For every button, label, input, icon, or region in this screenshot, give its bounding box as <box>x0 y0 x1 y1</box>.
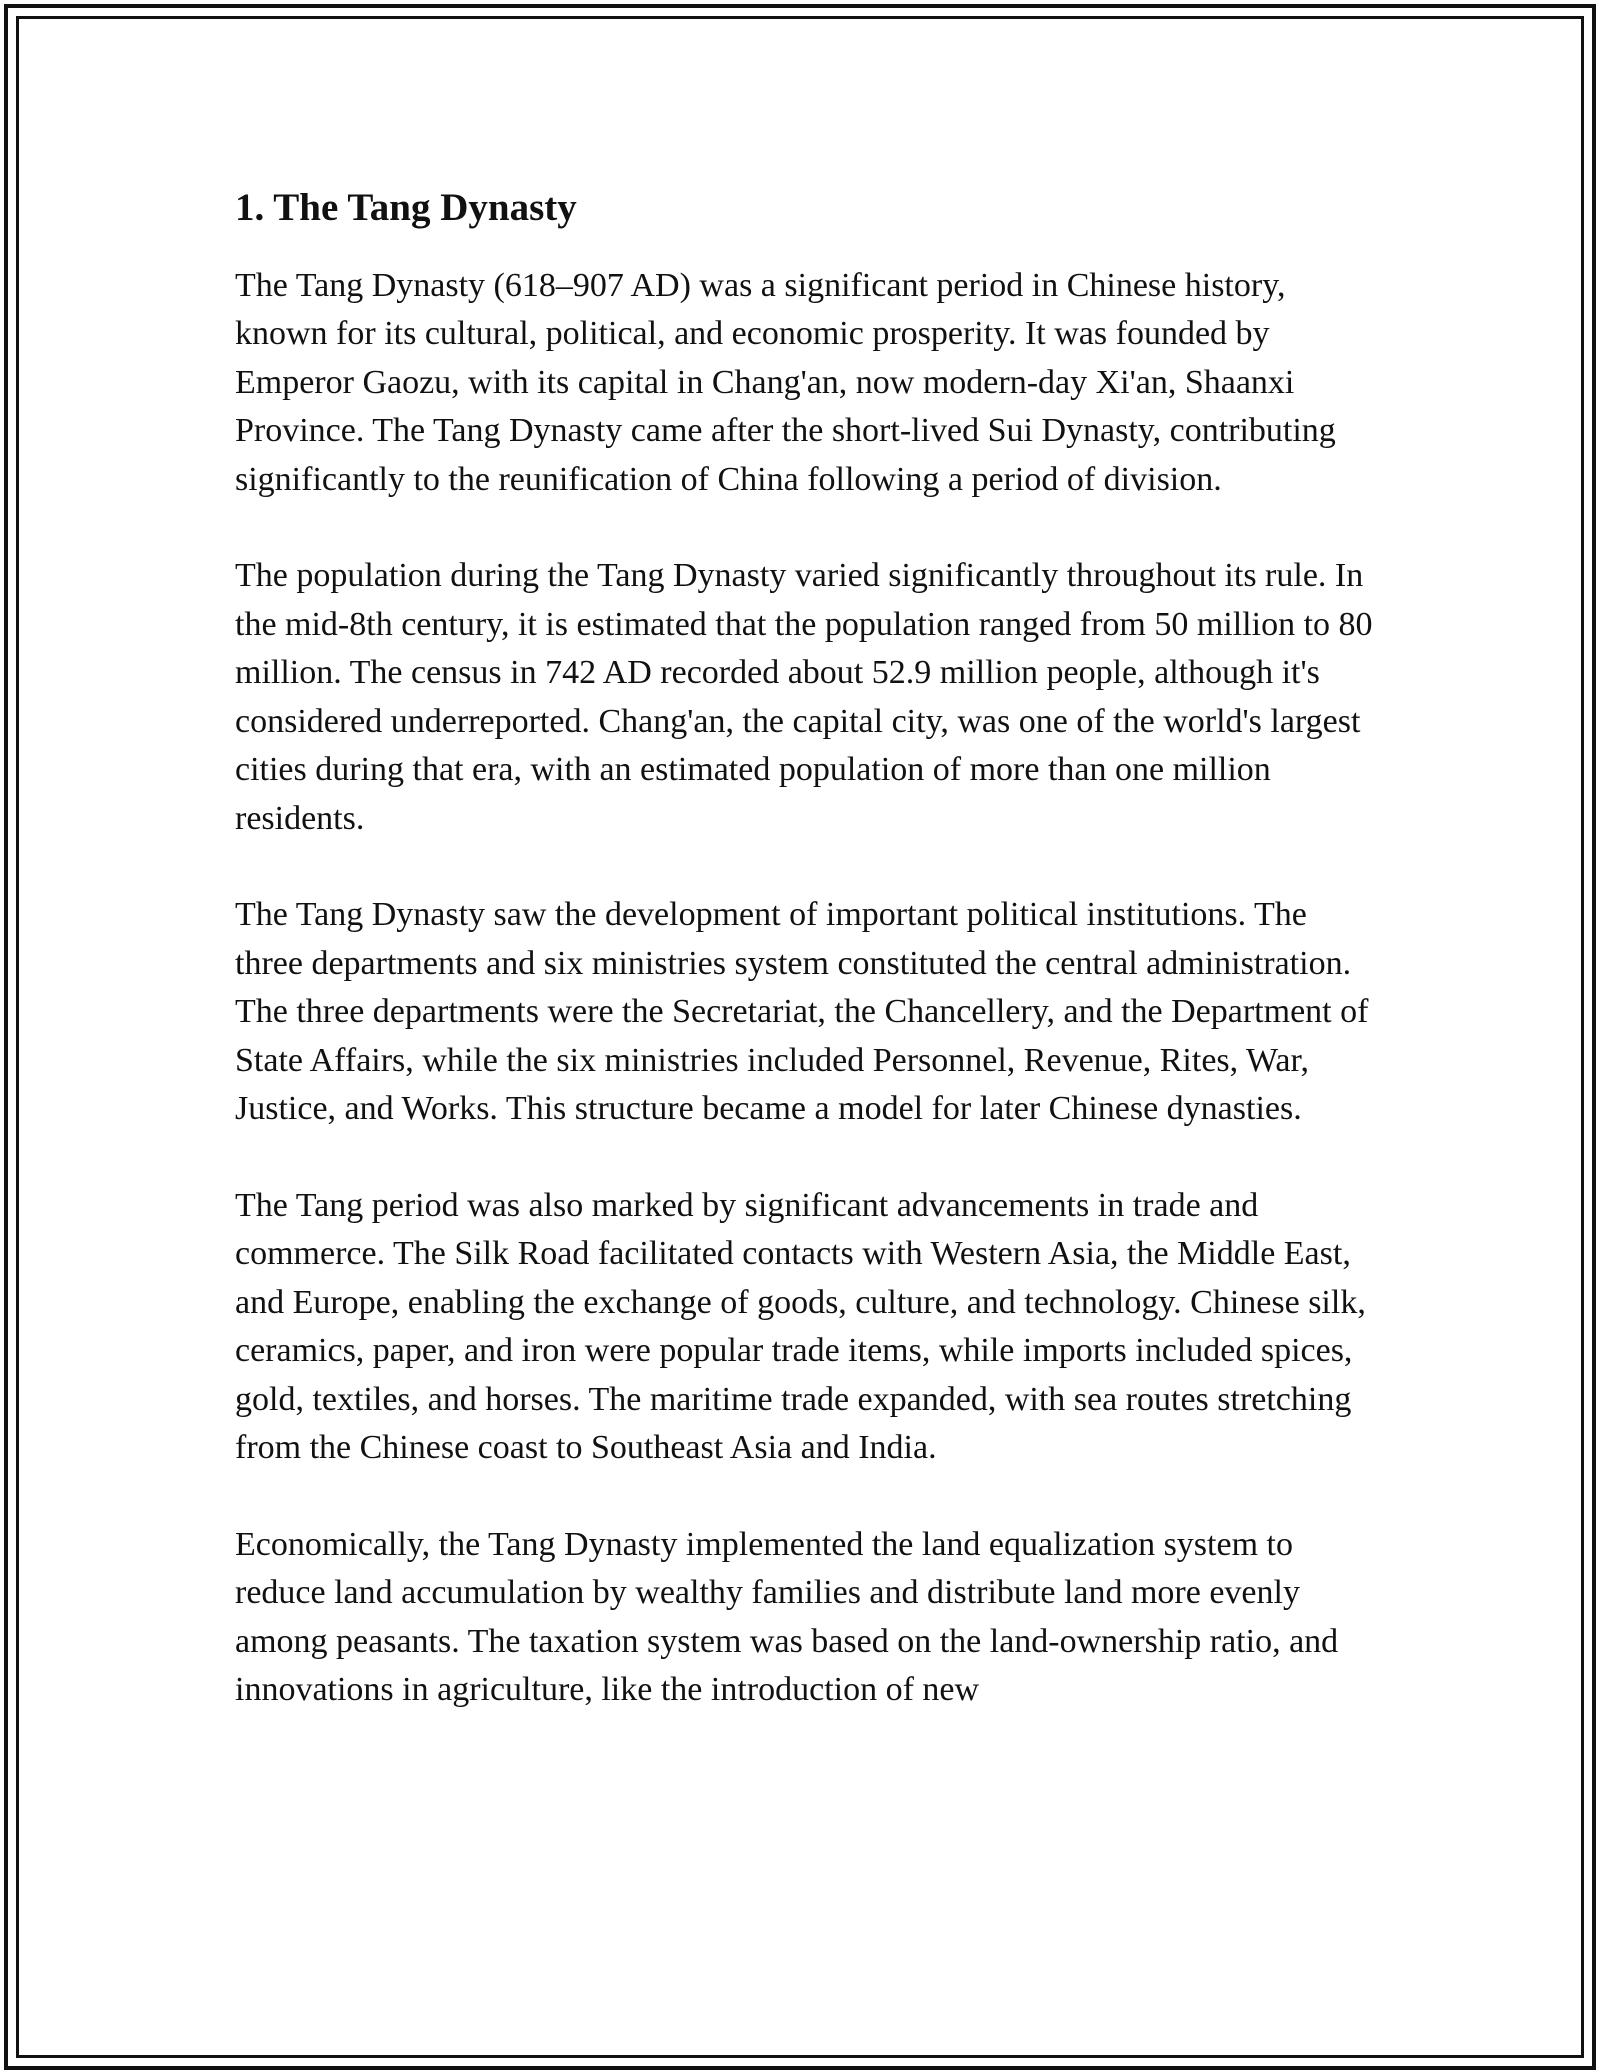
paragraph-population: The population during the Tang Dynasty varied significantly throughout its rule. In the mid-8th century, it is estimated that the population ranged from 50 million to 80 million. The census in 742 AD recorded about 52.9 million people, although it's considered underreported. Chang'an, the capital city, was one of the world's largest cities during that era, with an estimated population of more than one million residents. <box>235 557 1373 837</box>
paragraph-founding: The Tang Dynasty (618–907 AD) was a significant period in Chinese history, known for its cultural, political, and economic prosperity. It was founded by Emperor Gaozu, with its capital in Chang'an, now modern-day Xi'an, Shaanxi Province. The Tang Dynasty came after the short-lived Sui Dynasty, contributing significantly to the reunification of China following a period of division. <box>235 266 1336 498</box>
paragraph-trade: The Tang period was also marked by significant advancements in trade and commerce. The Silk Road facilitated contacts with Western Asia, the Middle East, and Europe, enabling the exchange of goods, culture, and technology. Chinese silk, ceramics, paper, and iron were popular trade items, while imports included spices, gold, textiles, and horses. The maritime trade expanded, with sea routes stretching from the Chinese coast to Southeast Asia and India. <box>235 1186 1366 1467</box>
section-heading: 1. The Tang Dynasty <box>235 186 577 229</box>
paragraph-political-institutions: The Tang Dynasty saw the development of important political institutions. The three departments and six ministries system constituted the central administration. The three departments were the Secretariat, the Chancellery, and the Department of State Affairs, while the six ministries included Personnel, Revenue, Rites, War, Justice, and Works. This structure became a model for later Chinese dynasties. <box>235 896 1369 1128</box>
paragraph-economy: Economically, the Tang Dynasty implemented the land equalization system to reduce land accumulation by wealthy families and distribute land more evenly among peasants. The taxation system was based on the land-ownership ratio, and innovations in agriculture, like the introduction of new <box>235 1525 1339 1709</box>
document-body <box>235 185 1375 1763</box>
